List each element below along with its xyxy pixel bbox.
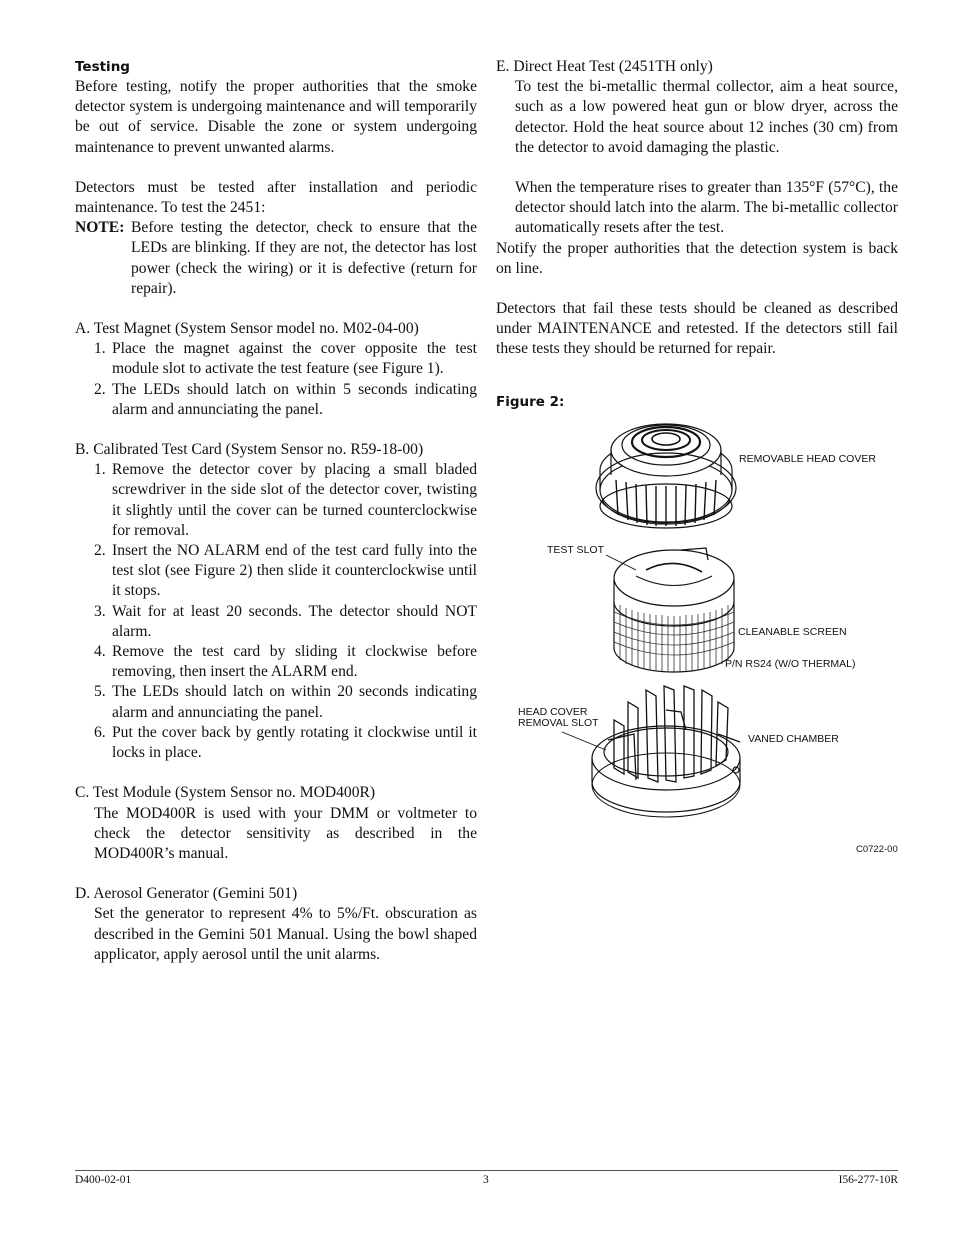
section-a-title: A. Test Magnet (System Sensor model no. M02-04-00)	[75, 320, 419, 338]
head-cover-drawing	[596, 424, 736, 528]
testing-heading: Testing	[75, 59, 130, 75]
step-text: Insert the NO ALARM end of the test card fully into the test slot (see Figure 2) then slide it counterclockwise until it stops.	[112, 542, 477, 600]
step-text: The LEDs should latch on within 5 seconds indicating alarm and annunciating the panel.	[112, 380, 477, 418]
step-number: 3.	[94, 602, 106, 620]
note-label: NOTE:	[75, 219, 125, 237]
list-item	[75, 642, 477, 682]
step-number: 2.	[94, 542, 106, 560]
footer-form-number: I56-277-10R	[838, 1174, 898, 1186]
step-number: 5.	[94, 683, 106, 701]
left-column	[75, 57, 477, 965]
note-text: Before testing the detector, check to ensure that the LEDs are blinking. If they are not, the detector has lost power (check the wiring) or it is defective (return for repair).	[131, 219, 477, 297]
testing-intro: Before testing, notify the proper authorities that the smoke detector system is undergoing maintenance and will temporarily be out of service. Disable the zone or system undergoing maintenance to prevent unwanted alarms.	[75, 78, 477, 156]
step-number: 1.	[94, 340, 106, 358]
step-text: Put the cover back by gently rotating it clockwise until it locks in place.	[112, 723, 477, 762]
step-text: Remove the test card by sliding it clockwise before removing, then insert the ALARM end.	[112, 643, 477, 681]
step-text: Place the magnet against the cover opposite the test module slot to activate the test feature (see Figure 1).	[112, 340, 477, 378]
label-removable-head-cover: REMOVABLE HEAD COVER	[739, 453, 876, 465]
right-column	[496, 57, 898, 360]
step-number: 2.	[94, 380, 106, 398]
list-item	[75, 723, 477, 763]
figure-code: C0722-00	[856, 844, 898, 855]
label-cleanable-screen: CLEANABLE SCREEN	[738, 626, 847, 638]
list-item	[75, 380, 477, 420]
list-item	[75, 682, 477, 722]
footer-rule	[75, 1170, 898, 1171]
label-removal-slot: REMOVAL SLOT	[518, 717, 599, 729]
screen-drawing	[614, 548, 734, 672]
section-c-title: C. Test Module (System Sensor no. MOD400R)	[75, 784, 376, 802]
section-d-title: D. Aerosol Generator (Gemini 501)	[75, 885, 298, 903]
step-number: 1.	[94, 461, 106, 479]
fail-paragraph: Detectors that fail these tests should be cleaned as described under MAINTENANCE and retested. If the detectors still fail these tests they should be returned for repair.	[496, 300, 898, 358]
label-vaned-chamber: VANED CHAMBER	[748, 733, 839, 745]
section-e-text-2: When the temperature rises to greater than 135°F (57°C), the detector should latch into the alarm. The bi-metallic collector automatically resets after the test.	[515, 179, 898, 237]
section-e-text-1: To test the bi-metallic thermal collector, aim a heat source, such as a low powered heat gun or blow dryer, across the detector. Hold the heat source about 12 inches (30 cm) from the detector to avoid damaging the plastic.	[515, 78, 898, 156]
notify-paragraph: Notify the proper authorities that the detection system is back on line.	[496, 239, 898, 277]
section-e-title: E. Direct Heat Test (2451TH only)	[496, 58, 713, 75]
label-test-slot: TEST SLOT	[547, 544, 604, 556]
list-item	[75, 460, 477, 541]
section-d-text: Set the generator to represent 4% to 5%/Ft. obscuration as described in the Gemini 501 Manual. Using the bowl shaped applicator, apply aerosol until the unit alarms.	[94, 905, 477, 963]
label-head-cover: HEAD COVER	[518, 706, 588, 718]
section-b-title: B. Calibrated Test Card (System Sensor no. R59-18-00)	[75, 441, 424, 459]
list-item	[75, 602, 477, 642]
step-text: Wait for at least 20 seconds. The detector should NOT alarm.	[112, 602, 477, 640]
vaned-chamber-drawing	[592, 686, 740, 817]
section-c-text: The MOD400R is used with your DMM or voltmeter to check the detector sensitivity as described in the MOD400R’s manual.	[94, 804, 477, 862]
figure-title: Figure 2:	[496, 394, 565, 410]
footer-doc-number: D400-02-01	[75, 1174, 132, 1186]
step-number: 4.	[94, 643, 106, 661]
list-item	[75, 339, 477, 379]
label-part-number: P/N RS24 (W/O THERMAL)	[725, 658, 856, 670]
step-text: The LEDs should latch on within 20 seconds indicating alarm and annunciating the panel.	[112, 683, 477, 721]
step-number: 6.	[94, 723, 106, 741]
list-item	[75, 541, 477, 602]
detector-exploded-diagram	[496, 390, 900, 860]
page-number: 3	[483, 1174, 489, 1186]
step-text: Remove the detector cover by placing a small bladed screwdriver in the side slot of the detector cover, twisting it slightly until the cover can be turned counterclockwise for removal.	[112, 461, 477, 539]
must-test-paragraph: Detectors must be tested after installation and periodic maintenance. To test the 2451:	[75, 178, 477, 217]
figure-2	[496, 390, 900, 860]
note-block	[75, 218, 477, 299]
